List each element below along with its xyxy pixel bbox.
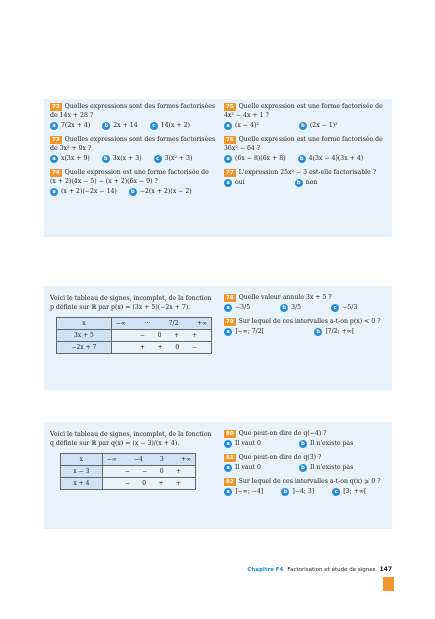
option-text: Il vaut 0 [235,463,261,471]
option-text: 14(x + 2) [160,121,190,129]
question-79 [224,318,388,337]
option-text: Il n'existe pas [309,463,354,471]
row-label: 3x + 5 [57,329,112,341]
sign: 0 [175,343,180,351]
option-text: ]−∞; −4] [235,487,264,495]
option-letter-c: c [150,122,158,130]
question-82 [224,478,388,497]
option-b[interactable] [299,464,353,473]
option-text: 2x + 14 [113,121,138,129]
sign: − [142,467,148,475]
question-number: 79 [226,318,234,325]
option-text: (x − 4)² [235,121,259,129]
option-text: oui [235,178,245,186]
question-77 [224,169,388,188]
option-letter-b: b [295,179,303,187]
sign-row [102,465,195,477]
option-text: ]7/2; +∞[ [325,327,355,335]
sign: 0 [142,479,147,487]
option-b[interactable] [299,440,353,449]
option-a[interactable] [50,155,90,164]
page-number: 147 [379,566,392,573]
option-b[interactable] [281,488,314,497]
question-81 [224,454,388,473]
option-letter-a: a [224,155,232,163]
option-letter-b: b [299,122,307,130]
option-a[interactable] [224,122,259,131]
option-b[interactable] [102,155,142,164]
option-text: (x + 2)(−2x − 14) [61,187,117,195]
option-a[interactable] [50,122,90,131]
sign: + [158,479,164,487]
option-letter-b: b [281,488,289,496]
tick: −4 [133,455,143,463]
option-text: 4(3x − 4)(3x + 4) [308,154,364,162]
sign-row [102,477,195,489]
option-text: non [305,178,318,186]
question-80 [224,430,388,449]
question-text: Quelles expressions sont des formes factorisées de 3x² + 9x ? [50,135,216,152]
question-number: 72 [52,104,60,110]
option-text: (6x − 8)(6x + 8) [235,154,286,162]
option-c[interactable] [332,488,366,497]
option-letter-a: a [50,122,58,130]
option-text: x(3x + 9) [61,154,90,162]
option-text: 3(x² + 3) [164,154,193,162]
option-letter-a: a [50,188,58,196]
sign: − [124,479,130,487]
option-letter-a: a [224,464,232,472]
table-header-row [111,317,211,329]
option-letter-a: a [224,122,232,130]
intro-text: Voici le tableau de signes, incomplet, de la fonction p définie sur ℝ par p(x) = (3x + 5)(−2x + 7). [50,295,212,312]
option-text: ]−4; 3] [292,487,315,495]
question-72 [50,103,216,131]
page-footer [247,566,392,573]
option-text: −2(x + 2)(x − 2) [139,187,192,195]
row-label: −2x + 7 [57,341,112,353]
option-b[interactable] [314,328,354,337]
option-letter-b: b [280,304,288,312]
option-b[interactable] [280,304,301,313]
option-a[interactable] [224,440,261,449]
question-74 [50,169,216,197]
option-b[interactable] [129,188,192,197]
sign: − [191,343,197,351]
option-b[interactable] [295,179,318,188]
option-a[interactable] [224,488,263,497]
option-text: ]−∞; 7/2[ [235,327,265,335]
sign: + [139,343,145,351]
qcm-panel-3 [44,422,392,529]
tick: +∞ [180,455,191,463]
sign: − [124,467,130,475]
option-letter-a: a [224,440,232,448]
tick: 7/2 [168,319,179,327]
sign-table [60,453,196,490]
option-text: 3x(x + 3) [112,154,142,162]
option-text: 3/5 [291,303,302,311]
option-text: Il vaut 0 [235,439,261,447]
table-header: x [57,317,112,329]
question-text: Quelle expression est une forme factorisée de (x + 2)(4x − 5) − (x + 2)(6x − 9) ? [50,168,209,185]
option-letter-a: a [50,155,58,163]
sign: + [191,331,197,339]
question-number: 75 [226,104,234,110]
option-c[interactable] [154,155,193,164]
option-c[interactable] [150,122,190,131]
option-letter-a: a [224,179,232,187]
option-letter-b: b [129,188,137,196]
qcm-panel-2 [44,286,392,390]
question-text: Que peut-on dire de q(−4) ? [238,430,327,437]
option-a[interactable] [224,464,261,473]
option-text: 7(2x + 4) [61,121,91,129]
table-header: x [61,453,103,465]
table-header-row [102,453,195,465]
sign-table [56,317,212,354]
option-letter-b: b [299,464,307,472]
page-tab-marker [383,577,394,591]
question-73 [50,136,216,164]
sign-row [111,329,211,341]
question-75 [224,103,388,131]
question-text: Quelle valeur annule 3x + 5 ? [238,294,332,301]
option-a[interactable] [224,328,264,337]
option-a[interactable] [224,179,245,188]
tick: ··· [144,319,151,327]
question-text: Que peut-on dire de q(3) ? [238,453,322,461]
question-number: 76 [226,136,234,143]
row-label: x + 4 [61,477,103,489]
option-letter-c: c [331,304,339,312]
sign: + [157,343,163,351]
option-letter-a: a [224,488,232,496]
question-number: 80 [226,431,234,437]
option-b[interactable] [102,122,137,131]
option-a[interactable] [224,155,286,164]
option-text: Il n'existe pas [309,439,354,447]
question-number: 81 [226,454,234,461]
sign: 0 [157,331,162,339]
tick: −∞ [115,319,126,327]
option-text: [3; +∞[ [343,487,367,495]
option-b[interactable] [298,155,364,164]
option-letter-b: b [102,155,110,163]
question-number: 74 [52,169,60,176]
question-78 [224,294,388,313]
chapter-label: Chapitre F4 [247,566,284,573]
sign: + [175,479,181,487]
question-number: 73 [52,136,60,143]
tick: −∞ [106,455,117,463]
tick: 3 [159,455,164,463]
option-letter-a: a [224,328,232,336]
option-text: −5/3 [342,303,358,311]
option-text: −3/5 [235,303,251,311]
question-text: Quelle expression est une forme factorisée de 36x² − 64 ? [224,135,383,152]
option-c[interactable] [331,304,357,313]
question-text: Quelles expressions sont des formes factorisées de 14x + 28 ? [50,103,216,119]
option-letter-c: c [154,155,162,163]
option-b[interactable] [299,122,338,131]
option-letter-c: c [332,488,340,496]
question-text: L'expression 25x² − 3 est-elle factorisable ? [238,168,377,176]
option-letter-b: b [314,328,322,336]
question-number: 82 [226,478,234,485]
tick: +∞ [196,319,207,327]
question-text: Quelle expression est une forme factorisée de 4x² − 4x + 1 ? [224,103,383,119]
option-text: (2x − 1)² [309,121,338,129]
option-letter-b: b [102,122,110,130]
question-text: Sur lequel de ces intervalles a-t-on q(x) ⩾ 0 ? [238,477,381,485]
intro-text: Voici le tableau de signes, incomplet, de la fonction q définie sur ℝ par q(x) = (x − 3)/(x + 4). [50,431,212,448]
sign-row [111,341,211,353]
sign: 0 [159,467,164,475]
option-letter-b: b [299,440,307,448]
option-a[interactable] [50,188,117,197]
question-number: 77 [226,169,234,176]
sign: − [139,331,145,339]
row-label: x − 3 [61,465,103,477]
option-letter-b: b [298,155,306,163]
question-76 [224,136,388,164]
option-letter-a: a [224,304,232,312]
option-a[interactable] [224,304,250,313]
qcm-panel-1 [44,99,392,237]
sign: + [174,331,180,339]
chapter-title: Factorisation et étude de signes [287,566,376,573]
question-text: Sur lequel de ces intervalles a-t-on p(x) < 0 ? [238,317,381,325]
question-number: 78 [226,295,234,301]
sign: + [175,467,181,475]
